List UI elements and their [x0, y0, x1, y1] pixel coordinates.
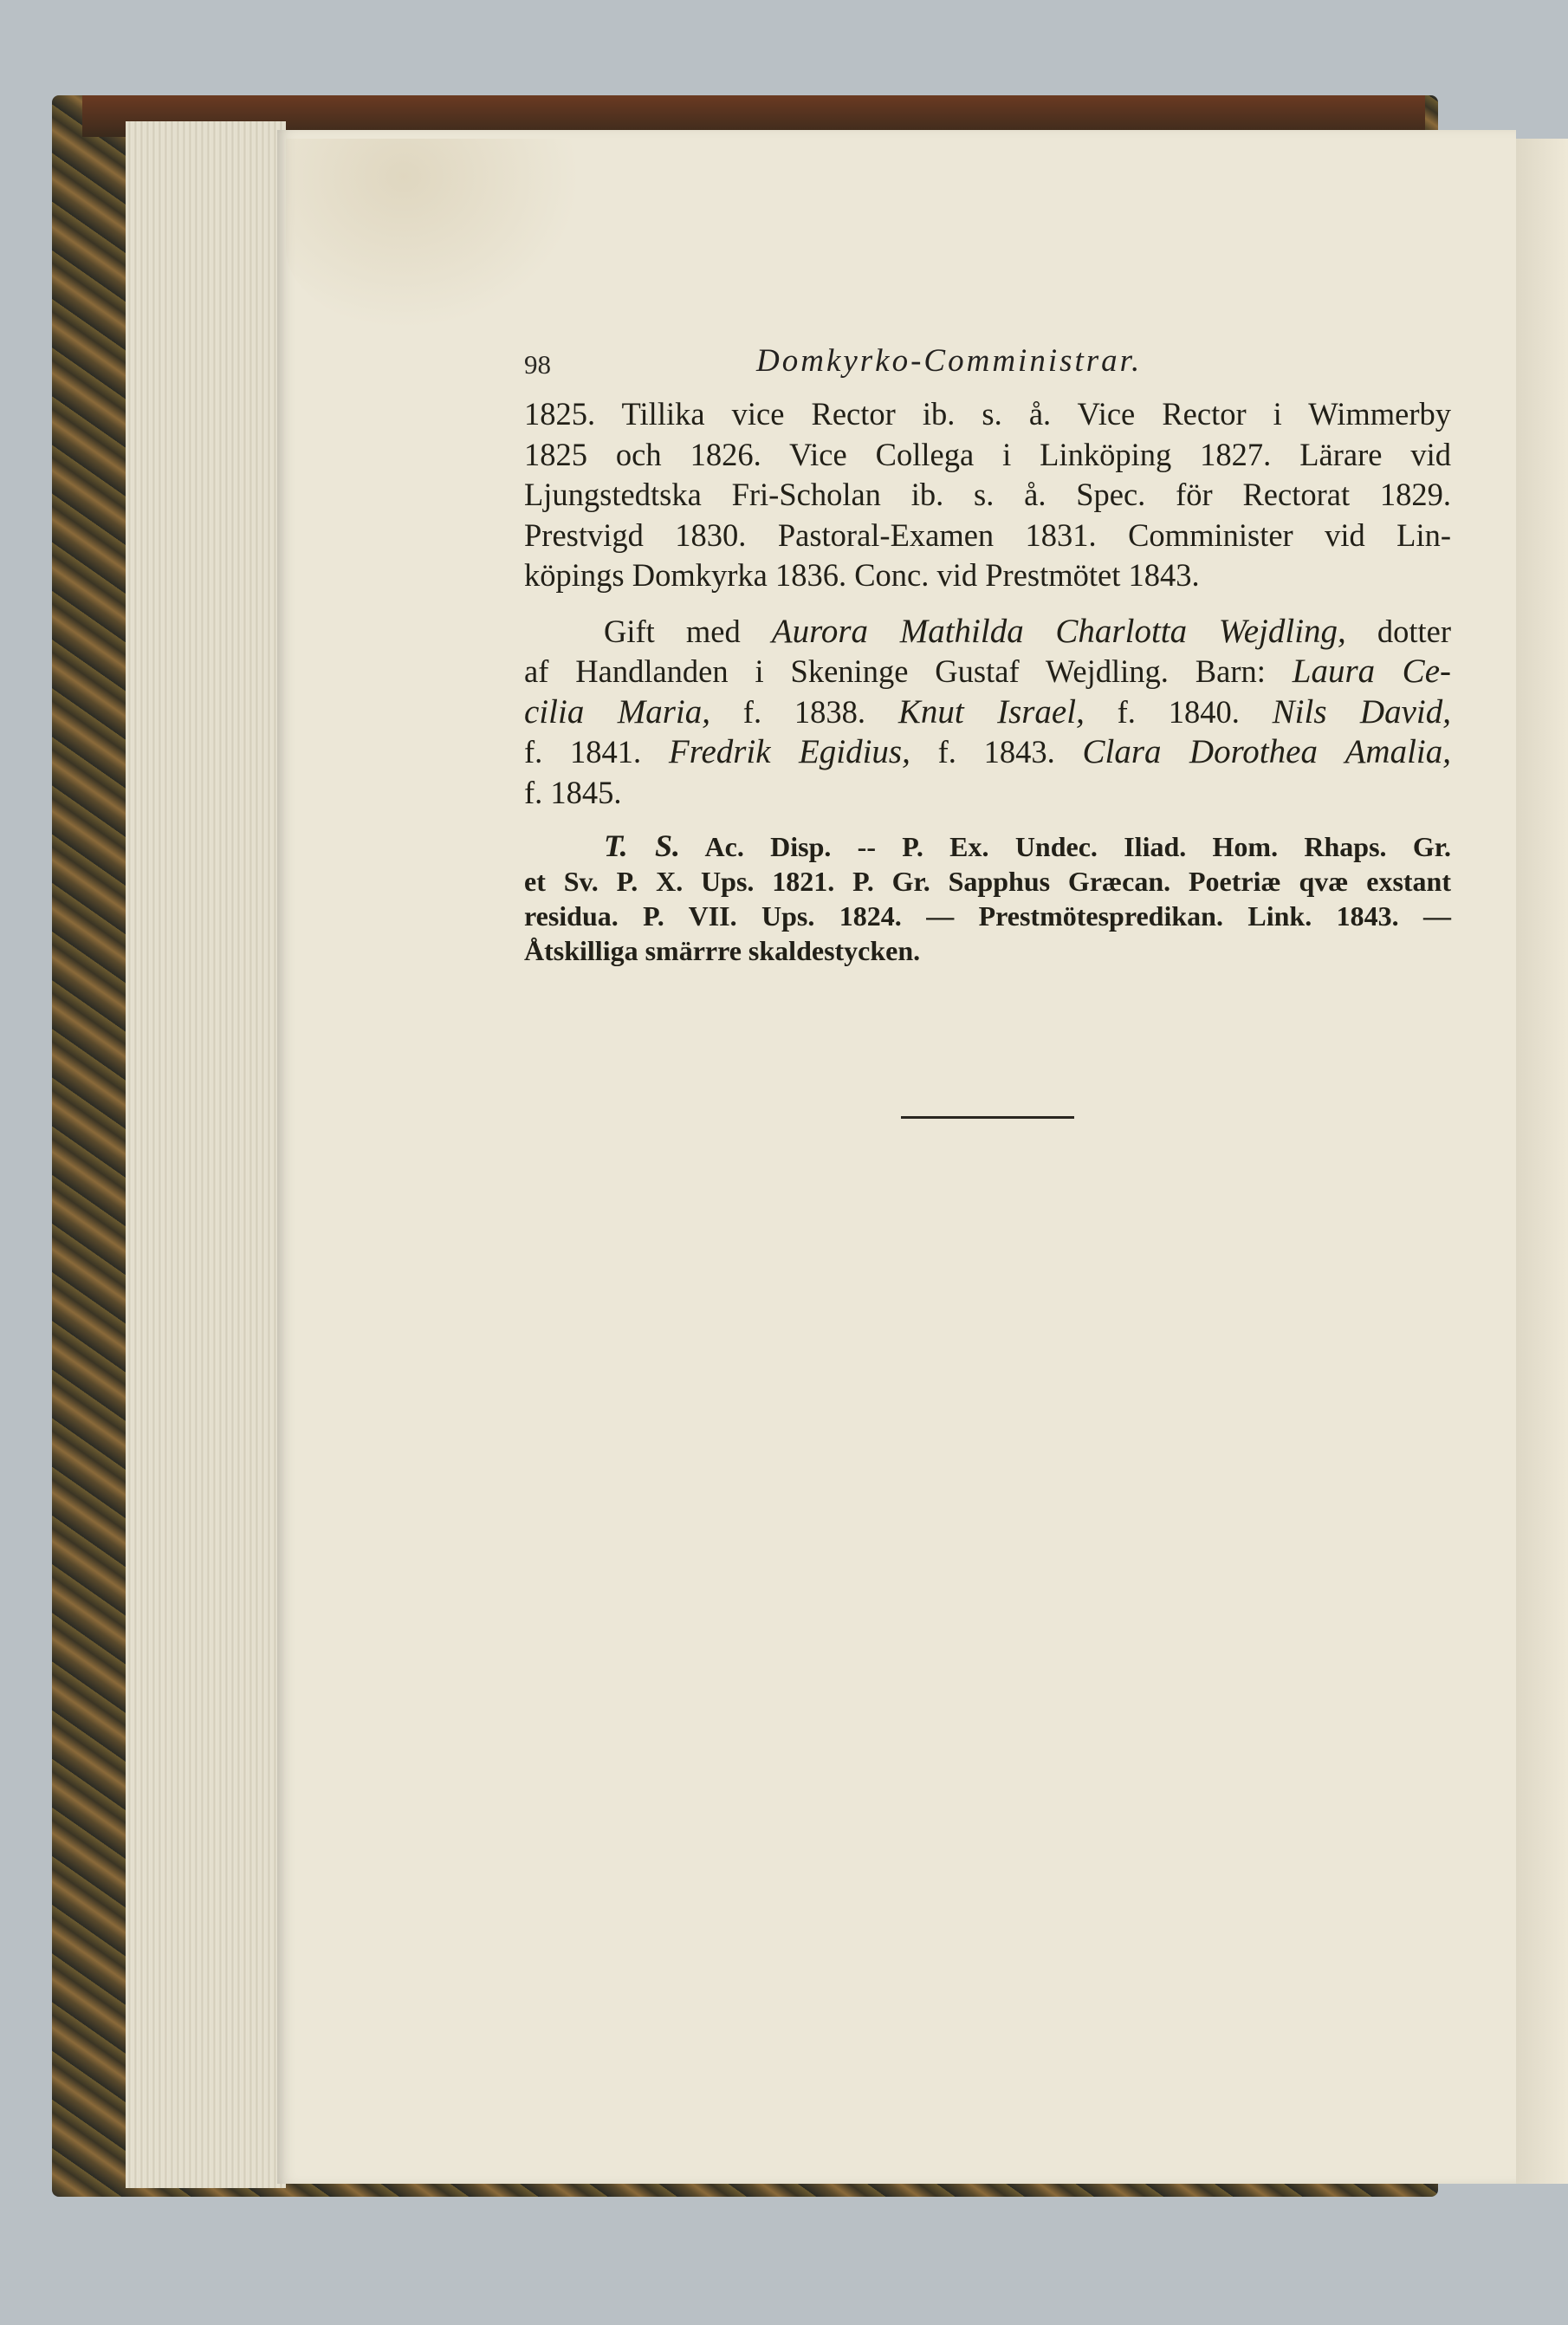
marriage-paragraph [524, 612, 1451, 814]
child-name: Laura Ce- [1292, 653, 1451, 690]
child-name: Fredrik Egidius, [668, 733, 910, 770]
text-run: f. 1841. [524, 734, 669, 770]
child-name: Nils David, [1272, 692, 1451, 731]
ts-abbrev: T. S. [604, 828, 680, 863]
section-divider [901, 1116, 1074, 1119]
text-line: et Sv. P. X. Ups. 1821. P. Gr. Sapphus Græcan. Poetriæ qvæ exstant [524, 866, 1451, 897]
text-line: residua. P. VII. Ups. 1824. — Prestmötespredikan. Link. 1843. — [524, 900, 1451, 932]
text-line: Prestvigd 1830. Pastoral-Examen 1831. Comminister vid Lin- [524, 516, 1451, 553]
page-header [524, 342, 1460, 394]
text-line [524, 692, 1451, 733]
paragraph-gap [524, 813, 1451, 828]
career-paragraph [524, 394, 1451, 596]
running-title: Domkyrko-Comministrar. [756, 343, 1143, 379]
text-line [524, 828, 1451, 864]
page-body [524, 394, 1451, 968]
text-line [524, 652, 1451, 692]
text-line [524, 612, 1451, 653]
child-name: Clara Dorothea Amalia, [1082, 733, 1452, 770]
text-run: f. 1840. [1084, 693, 1273, 730]
text-run: f. 1843. [910, 734, 1083, 770]
text-line [524, 732, 1451, 773]
text-run: dotter [1345, 613, 1452, 649]
spouse-name: Aurora Mathilda Charlotta Wejdling, [771, 612, 1346, 650]
page-number: 98 [524, 349, 551, 380]
text-line: f. 1845. [524, 774, 622, 810]
text-line: köpings Domkyrka 1836. Conc. vid Prestmötet 1843. [524, 557, 1200, 593]
page-edges-stack [126, 121, 286, 2188]
text-line: 1825. Tillika vice Rector ib. s. å. Vice Rector i Wimmerby [524, 396, 1451, 432]
works-paragraph [524, 828, 1451, 968]
text-line: Åtskilliga smärrre skaldestycken. [524, 935, 921, 966]
facing-page-edge [1512, 139, 1568, 2184]
text-line: Ljungstedtska Fri-Scholan ib. s. å. Spec. för Rectorat 1829. [524, 477, 1451, 512]
text-run: f. 1838. [710, 693, 898, 730]
text-line: 1825 och 1826. Vice Collega i Linköping 1827. Lärare vid [524, 436, 1451, 472]
child-name: Knut Israel, [897, 692, 1085, 731]
text-run: Gift med [604, 613, 772, 649]
text-run: Ac. Disp. -- P. Ex. Undec. Iliad. Hom. Rhaps. Gr. [680, 831, 1451, 862]
paragraph-gap [524, 596, 1451, 612]
child-name: cilia Maria, [524, 692, 710, 731]
text-run: af Handlanden i Skeninge Gustaf Wejdling. Barn: [524, 653, 1293, 689]
